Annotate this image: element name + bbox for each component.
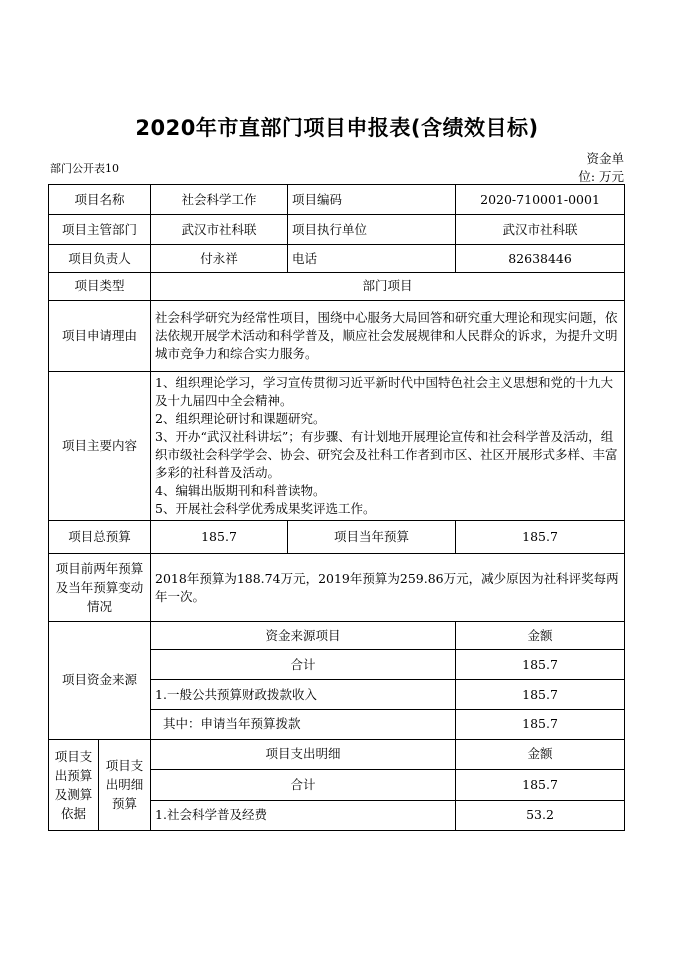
expenditure-inner-label: 项目支出明细预算 [99,739,151,830]
funding-amount: 185.7 [456,710,625,739]
funding-header-item: 资金来源项目 [151,622,456,650]
row-content [49,371,625,520]
year-budget-value: 185.7 [456,520,625,553]
unit-note [574,150,624,186]
project-name-value: 社会科学工作 [151,185,288,215]
expenditure-header-row [49,739,625,769]
expenditure-header-item: 项目支出明细 [151,739,456,769]
funding-label: 项目资金来源 [49,622,151,740]
content-label: 项目主要内容 [49,371,151,520]
row-change [49,554,625,622]
year-budget-label: 项目当年预算 [288,520,456,553]
supervisor-label: 项目主管部门 [49,215,151,244]
leader-label: 项目负责人 [49,244,151,272]
funding-item: 其中：申请当年预算拨款 [151,710,456,739]
funding-amount: 185.7 [456,679,625,709]
reason-text: 社会科学研究为经常性项目，围绕中心服务大局回答和研究重大理论和现实问题，依法依规开展学术活动和科学普及，顺应社会发展规律和人民群众的诉求，为提升文明城市竞争力和综合实力服务。 [151,300,625,371]
expenditure-outer-label: 项目支出预算及测算依据 [49,739,99,830]
row-budget [49,520,625,553]
row-supervisor [49,215,625,244]
reason-label: 项目申请理由 [49,300,151,371]
content-text: 1、组织理论学习，学习宣传贯彻习近平新时代中国特色社会主义思想和党的十九大及十九届四中全会精神。 2、组织理论研讨和课题研究。 3、开办“武汉社科讲坛”；有步骤、有计划地开展理论宣传和社会科学普及活动，组织市级社会科学学会、协会、研究会及社科工作者到市区、社区开展形式多样、丰富多彩的社科普及活动。 4、编辑出版期刊和科普读物。 5、开展社会科学优秀成果奖评选工作。 [151,371,625,520]
total-budget-value: 185.7 [151,520,288,553]
funding-header-amount: 金额 [456,622,625,650]
leader-value: 付永祥 [151,244,288,272]
expenditure-item: 1.社会科学普及经费 [151,800,456,831]
expenditure-amount: 53.2 [456,800,625,831]
table-number: 部门公开表10 [50,162,119,175]
page-title: 2020年市直部门项目申报表(含绩效目标) [135,116,539,140]
type-label: 项目类型 [49,273,151,300]
project-code-label: 项目编码 [288,185,456,215]
change-text: 2018年预算为188.74万元，2019年预算为259.86万元，减少原因为社科评奖每两年一次。 [151,554,625,622]
type-value: 部门项目 [151,273,625,300]
row-type [49,273,625,300]
row-leader [49,244,625,272]
project-name-label: 项目名称 [49,185,151,215]
total-budget-label: 项目总预算 [49,520,151,553]
phone-label: 电话 [288,244,456,272]
expenditure-header-amount: 金额 [456,739,625,769]
project-application-table [48,184,625,831]
funding-header-row [49,622,625,650]
unit-line-1: 资金单 [586,151,624,166]
unit-line-2: 位: 万元 [578,169,624,184]
row-reason [49,300,625,371]
row-project-name [49,185,625,215]
funding-amount: 185.7 [456,650,625,679]
funding-item: 合计 [151,650,456,679]
expenditure-amount: 185.7 [456,770,625,800]
exec-unit-label: 项目执行单位 [288,215,456,244]
funding-item: 1.一般公共预算财政拨款收入 [151,679,456,709]
exec-unit-value: 武汉市社科联 [456,215,625,244]
change-label: 项目前两年预算及当年预算变动情况 [49,554,151,622]
project-code-value: 2020-710001-0001 [456,185,625,215]
supervisor-value: 武汉市社科联 [151,215,288,244]
expenditure-item: 合计 [151,770,456,800]
phone-value: 82638446 [456,244,625,272]
